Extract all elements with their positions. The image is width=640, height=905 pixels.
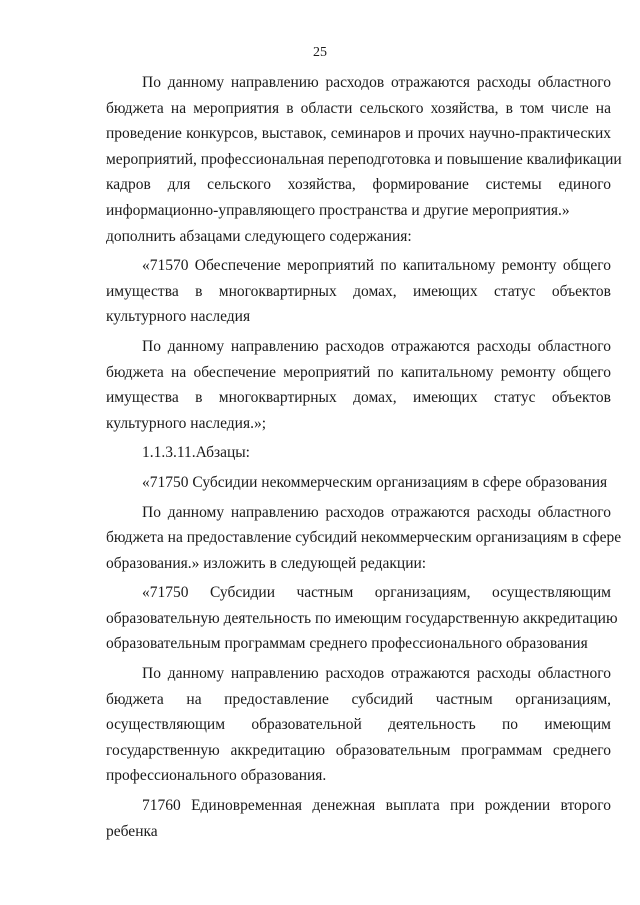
text-line: государственную аккредитацию образовательным программам среднего xyxy=(106,741,611,759)
text-line: бюджета на обеспечение мероприятий по капитальному ремонту общего xyxy=(106,363,611,381)
text-line: образовательным программам среднего профессионального образования xyxy=(106,635,588,653)
text-line: культурного наследия.»; xyxy=(106,414,267,432)
text-line: «71750 Субсидии частным организациям, осуществляющим xyxy=(142,584,611,602)
text-line: кадров для сельского хозяйства, формирование системы единого xyxy=(106,176,611,194)
paragraph xyxy=(106,793,611,844)
text-line: профессионального образования. xyxy=(106,767,327,785)
text-line: имущества в многоквартирных домах, имеющих статус объектов xyxy=(106,389,611,407)
text-line: «71750 Субсидии некоммерческим организациям в сфере образования xyxy=(142,473,608,491)
text-line: По данному направлению расходов отражаются расходы областного xyxy=(142,74,611,91)
text-line: ребенка xyxy=(106,822,158,840)
text-line: проведение конкурсов, выставок, семинаров и прочих научно-практических xyxy=(106,125,611,143)
paragraph xyxy=(106,500,622,577)
text-line: бюджета на предоставление субсидий частным организациям, xyxy=(106,690,611,708)
text-line: «71570 Обеспечение мероприятий по капитальному ремонту общего xyxy=(142,257,611,275)
text-line: дополнить абзацами следующего содержания: xyxy=(106,227,412,245)
paragraph xyxy=(106,440,611,466)
paragraph xyxy=(106,70,622,224)
text-line: осуществляющим образовательной деятельность по имеющим xyxy=(106,716,611,734)
text-line: информационно-управляющего пространства и другие мероприятия.» xyxy=(106,201,570,219)
text-line: бюджета на мероприятия в области сельского хозяйства, в том числе на xyxy=(106,99,611,117)
text-line: 71760 Единовременная денежная выплата при рождении второго xyxy=(142,797,611,815)
text-line: бюджета на предоставление субсидий некоммерческим организациям в сфере xyxy=(106,529,622,547)
page-number: 25 xyxy=(313,45,327,60)
text-line: культурного наследия xyxy=(106,308,251,326)
paragraph xyxy=(106,470,611,496)
text-line: По данному направлению расходов отражаются расходы областного xyxy=(142,665,611,683)
text-line: По данному направлению расходов отражаются расходы областного xyxy=(142,503,611,521)
paragraph xyxy=(106,224,611,250)
text-line: 1.1.3.11.Абзацы: xyxy=(142,444,250,462)
document-body xyxy=(106,70,622,844)
text-line: По данному направлению расходов отражаются расходы областного xyxy=(142,337,611,355)
paragraph xyxy=(106,580,618,657)
text-line: имущества в многоквартирных домах, имеющих статус объектов xyxy=(106,282,611,300)
text-line: мероприятий, профессиональная переподготовка и повышение квалификации xyxy=(106,150,622,168)
paragraph xyxy=(106,253,611,330)
text-line: образования.» изложить в следующей редакции: xyxy=(106,554,427,572)
text-line: образовательную деятельность по имеющим государственную аккредитацию xyxy=(106,609,618,627)
paragraph xyxy=(106,661,611,789)
paragraph xyxy=(106,334,611,436)
